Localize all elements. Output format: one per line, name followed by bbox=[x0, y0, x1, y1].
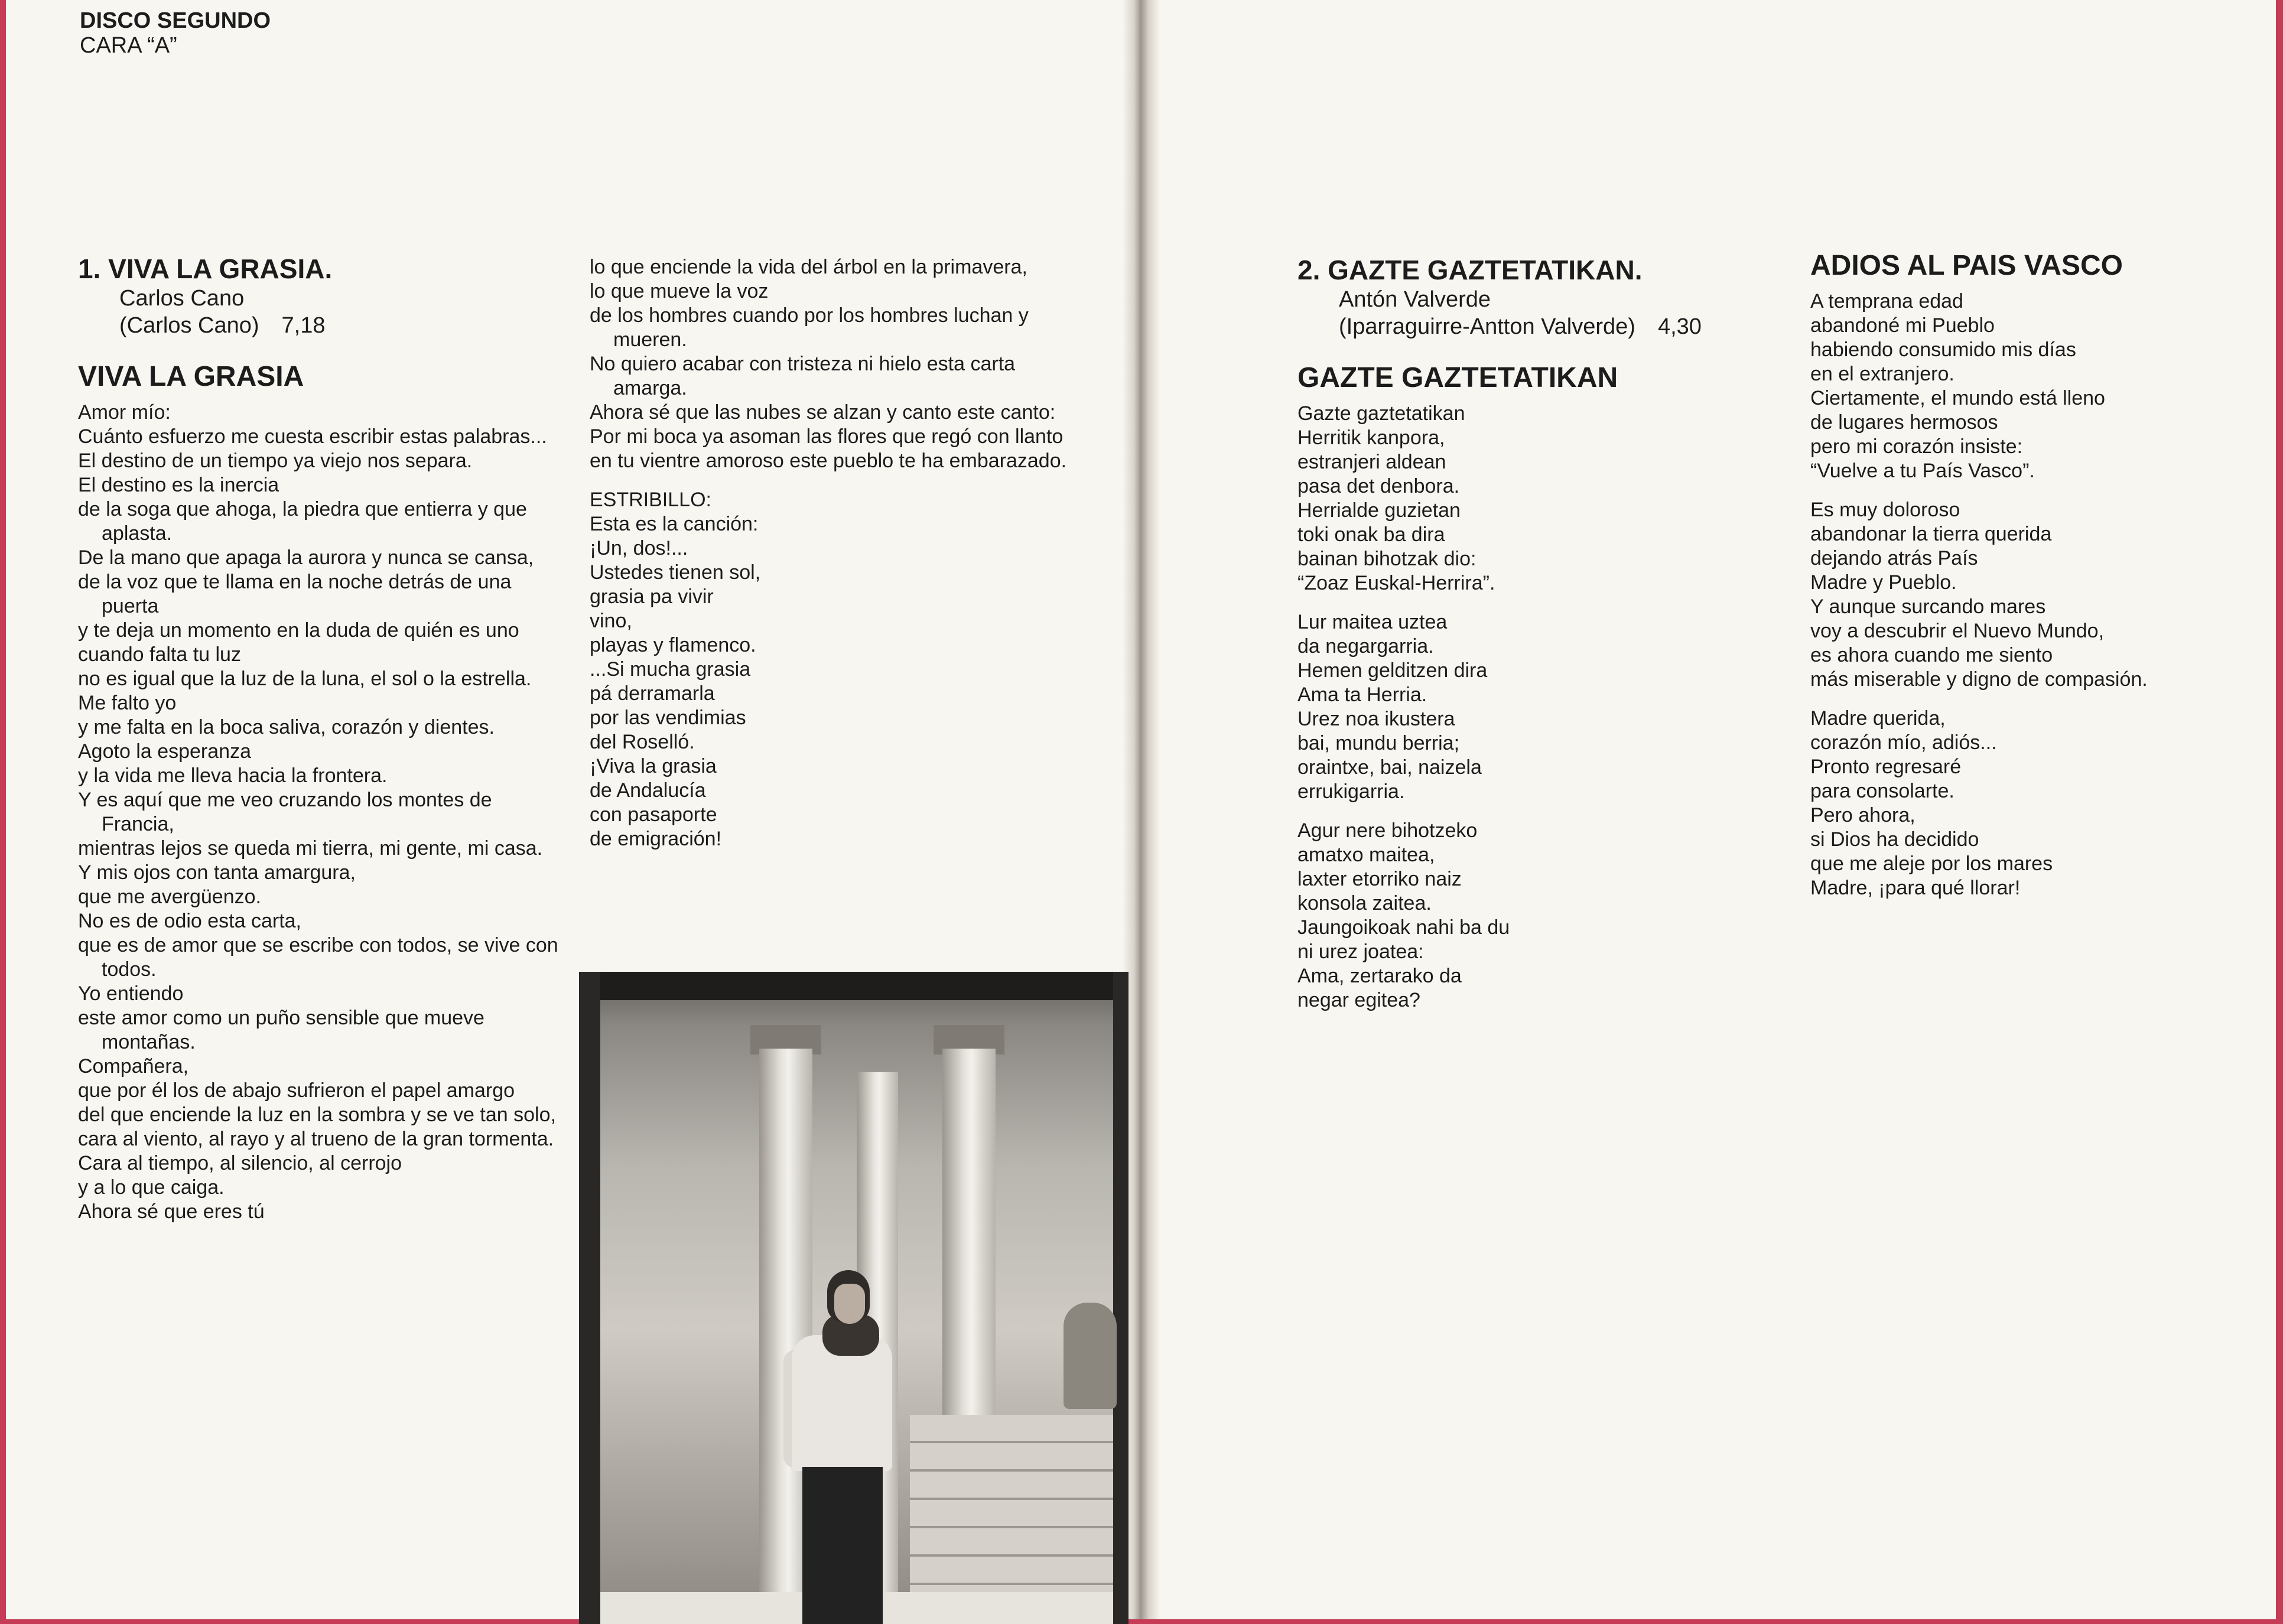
lyric-line: de emigración! bbox=[590, 828, 722, 850]
stanza bbox=[1810, 707, 2271, 900]
song1-credits-line bbox=[78, 312, 562, 339]
disc-header bbox=[80, 8, 271, 58]
lyric-line: oraintxe, bai, naizela bbox=[1297, 756, 1482, 779]
lyric-line: ni urez joatea: bbox=[1297, 940, 1424, 963]
lyric-line: pá derramarla bbox=[590, 682, 715, 705]
lyric-line: Esta es la canción: bbox=[590, 513, 759, 535]
lyric-line: Por mi boca ya asoman las flores que regó con llanto bbox=[590, 425, 1064, 448]
lyric-line: de los hombres cuando por los hombres luchan y mueren. bbox=[590, 304, 1029, 351]
lyric-line: negar egitea? bbox=[1297, 989, 1420, 1011]
song1-number-title: 1. VIVA LA GRASIA. bbox=[78, 253, 333, 284]
lyric-line: vino, bbox=[590, 610, 632, 632]
lyric-line: Pronto regresaré bbox=[1810, 756, 1962, 778]
lyric-line: Lur maitea uztea bbox=[1297, 611, 1448, 633]
lyric-line: El destino de un tiempo ya viejo nos separa. bbox=[78, 450, 473, 472]
lyric-line: Cara al tiempo, al silencio, al cerrojo bbox=[78, 1152, 402, 1174]
lyric-line: que me aleje por los mares bbox=[1810, 852, 2053, 875]
lyric-line: De la mano que apaga la aurora y nunca se cansa, bbox=[78, 546, 534, 569]
lyric-line: Compañera, bbox=[78, 1055, 189, 1078]
song1-column1 bbox=[78, 253, 562, 1224]
song2-performer: Antón Valverde bbox=[1339, 287, 1491, 312]
lyric-line: Y es aquí que me veo cruzando los montes de Francia, bbox=[78, 789, 492, 835]
lyric-line: mientras lejos se queda mi tierra, mi gente, mi casa. bbox=[78, 837, 543, 860]
lyric-line: que es de amor que se escribe con todos, se vive con todos. bbox=[78, 934, 558, 981]
song2-duration: 4,30 bbox=[1657, 314, 1702, 339]
song2-credits: (Iparraguirre-Antton Valverde) bbox=[1339, 314, 1635, 339]
stanza bbox=[1297, 610, 1800, 804]
lyric-line: por las vendimias bbox=[590, 707, 746, 729]
stanza bbox=[1810, 289, 2271, 483]
lyric-line: ...Si mucha grasia bbox=[590, 658, 751, 681]
lyric-line: pero mi corazón insiste: bbox=[1810, 435, 2023, 458]
song1-performer: Carlos Cano bbox=[119, 286, 245, 311]
lyric-line: del Roselló. bbox=[590, 731, 695, 753]
lyric-line: en el extranjero. bbox=[1810, 363, 1954, 385]
right-edge bbox=[2276, 0, 2283, 1624]
lyric-line: No quiero acabar con tristeza ni hielo esta carta amarga. bbox=[590, 353, 1016, 399]
lyric-line: cara al viento, al rayo y al trueno de la gran tormenta. bbox=[78, 1128, 554, 1150]
song2-number-title: 2. GAZTE GAZTETATIKAN. bbox=[1297, 255, 1643, 285]
song1-column2 bbox=[590, 255, 1074, 851]
lyric-line: Madre querida, bbox=[1810, 707, 1946, 730]
song1-credits: (Carlos Cano) bbox=[119, 313, 259, 338]
lyric-line: Ama, zertarako da bbox=[1297, 965, 1462, 987]
lyric-line: Cuánto esfuerzo me cuesta escribir estas palabras... bbox=[78, 425, 547, 448]
lyric-line: lo que enciende la vida del árbol en la primavera, bbox=[590, 256, 1027, 278]
lyric-line: ¡Un, dos!... bbox=[590, 537, 688, 559]
lyric-line: con pasaporte bbox=[590, 803, 717, 826]
lyric-line: Yo entiendo bbox=[78, 982, 184, 1005]
lyric-line: de la soga que ahoga, la piedra que entierra y que aplasta. bbox=[78, 498, 527, 545]
lyric-line: Agur nere bihotzeko bbox=[1297, 819, 1478, 842]
lyric-line: de Andalucía bbox=[590, 779, 706, 802]
stanza bbox=[1297, 819, 1800, 1013]
lyric-line: y te deja un momento en la duda de quién es uno bbox=[78, 619, 519, 642]
lyric-line: Hemen gelditzen dira bbox=[1297, 659, 1488, 682]
lyric-line: lo que mueve la voz bbox=[590, 280, 769, 302]
lyric-line: de la voz que te llama en la noche detrás de una puerta bbox=[78, 571, 512, 617]
song2-lyrics bbox=[1297, 402, 1800, 1013]
lyric-line: “Vuelve a tu País Vasco”. bbox=[1810, 460, 2035, 482]
lyric-line: abandonar la tierra querida bbox=[1810, 523, 2052, 545]
left-edge bbox=[0, 0, 6, 1624]
lyric-line: Madre y Pueblo. bbox=[1810, 571, 1957, 594]
lyric-line: konsola zaitea. bbox=[1297, 892, 1432, 914]
stanza bbox=[1297, 402, 1800, 595]
lyric-line: Herritik kanpora, bbox=[1297, 427, 1445, 449]
lyric-line: amatxo maitea, bbox=[1297, 844, 1435, 866]
lyric-line: “Zoaz Euskal-Herrira”. bbox=[1297, 572, 1495, 594]
lyric-line: que me avergüenzo. bbox=[78, 886, 261, 908]
translation-lyrics bbox=[1810, 289, 2271, 900]
lyric-line: Amor mío: bbox=[78, 401, 171, 424]
lyric-line: abandoné mi Pueblo bbox=[1810, 314, 1995, 337]
lyric-line: dejando atrás País bbox=[1810, 547, 1978, 569]
lyric-line: Es muy doloroso bbox=[1810, 499, 1960, 521]
song1-lyrics-col2 bbox=[590, 255, 1074, 473]
lyric-line: Agoto la esperanza bbox=[78, 740, 251, 763]
lyric-line: A temprana edad bbox=[1810, 290, 1963, 313]
lyric-line: más miserable y digno de compasión. bbox=[1810, 668, 2148, 691]
lyric-line: grasia pa vivir bbox=[590, 585, 714, 608]
lyric-line: Ciertamente, el mundo está lleno bbox=[1810, 387, 2105, 409]
lyric-line: y la vida me lleva hacia la frontera. bbox=[78, 764, 388, 787]
lyric-line: y me falta en la boca saliva, corazón y dientes. bbox=[78, 716, 495, 738]
lyric-line: que por él los de abajo sufrieron el papel amargo bbox=[78, 1079, 515, 1102]
lyric-line: bai, mundu berria; bbox=[1297, 732, 1460, 754]
lyric-line: en tu vientre amoroso este pueblo te ha embarazado. bbox=[590, 450, 1067, 472]
lyric-line: toki onak ba dira bbox=[1297, 523, 1445, 546]
translation-title: ADIOS AL PAIS VASCO bbox=[1810, 250, 2123, 281]
song1-duration: 7,18 bbox=[281, 313, 326, 338]
artist-photo bbox=[579, 972, 1129, 1624]
song2-lyrics-title: GAZTE GAZTETATIKAN bbox=[1297, 362, 1618, 393]
lyric-line: Y aunque surcando mares bbox=[1810, 595, 2046, 618]
lyric-line: ¡Viva la grasia bbox=[590, 755, 717, 777]
song2-credits-line bbox=[1297, 313, 1800, 340]
lyric-line: El destino es la inercia bbox=[78, 474, 279, 496]
lyric-line: laxter etorriko naiz bbox=[1297, 868, 1462, 890]
lyric-line: voy a descubrir el Nuevo Mundo, bbox=[1810, 620, 2105, 642]
lyric-line: pasa det denbora. bbox=[1297, 475, 1460, 497]
translation-column bbox=[1810, 249, 2271, 915]
lyric-line: para consolarte. bbox=[1810, 780, 1954, 802]
lyric-line: Herrialde guzietan bbox=[1297, 499, 1461, 522]
lyric-line: estranjeri aldean bbox=[1297, 451, 1446, 473]
lyric-line: da negargarria. bbox=[1297, 635, 1434, 658]
lyric-line: corazón mío, adiós... bbox=[1810, 731, 1997, 754]
lyric-line: bainan bihotzak dio: bbox=[1297, 548, 1477, 570]
lyric-line: Ahora sé que las nubes se alzan y canto este canto: bbox=[590, 401, 1056, 424]
lyric-line: habiendo consumido mis días bbox=[1810, 339, 2076, 361]
lyric-line: ESTRIBILLO: bbox=[590, 489, 711, 511]
lyric-line: No es de odio esta carta, bbox=[78, 910, 302, 932]
lyric-line: no es igual que la luz de la luna, el sol o la estrella. bbox=[78, 668, 532, 690]
photo-urn bbox=[1064, 1303, 1117, 1409]
lyric-line: Jaungoikoak nahi ba du bbox=[1297, 916, 1510, 939]
lyric-line: Ahora sé que eres tú bbox=[78, 1200, 265, 1223]
lyric-line: cuando falta tu luz bbox=[78, 643, 241, 666]
bottom-edge bbox=[0, 1619, 2283, 1624]
side-label: CARA “A” bbox=[80, 33, 177, 58]
disc-label: DISCO SEGUNDO bbox=[80, 8, 271, 33]
lyric-line: Madre, ¡para qué llorar! bbox=[1810, 877, 2021, 899]
lyric-line: Ama ta Herria. bbox=[1297, 684, 1427, 706]
lyric-line: y a lo que caiga. bbox=[78, 1176, 225, 1199]
lyric-line: Pero ahora, bbox=[1810, 804, 1915, 826]
lyric-line: del que enciende la luz en la sombra y se ve tan solo, bbox=[78, 1104, 556, 1126]
lyric-line: Y mis ojos con tanta amargura, bbox=[78, 861, 356, 884]
song2-column bbox=[1297, 254, 1800, 1027]
lyric-line: este amor como un puño sensible que mueve montañas. bbox=[78, 1007, 484, 1053]
song1-lyrics-col1 bbox=[78, 401, 562, 1224]
song1-lyrics-title: VIVA LA GRASIA bbox=[78, 361, 304, 392]
lyric-line: Gazte gaztetatikan bbox=[1297, 402, 1465, 425]
lyric-line: Ustedes tienen sol, bbox=[590, 561, 761, 584]
lyric-line: de lugares hermosos bbox=[1810, 411, 1998, 434]
song1-estribillo bbox=[590, 488, 1074, 851]
lyric-line: si Dios ha decidido bbox=[1810, 828, 1979, 851]
lyric-line: playas y flamenco. bbox=[590, 634, 756, 656]
lyric-line: errukigarria. bbox=[1297, 780, 1405, 803]
stanza bbox=[1810, 498, 2271, 692]
lyric-line: Me falto yo bbox=[78, 692, 177, 714]
lyric-line: Urez noa ikustera bbox=[1297, 708, 1455, 730]
lyric-line: es ahora cuando me siento bbox=[1810, 644, 2053, 666]
